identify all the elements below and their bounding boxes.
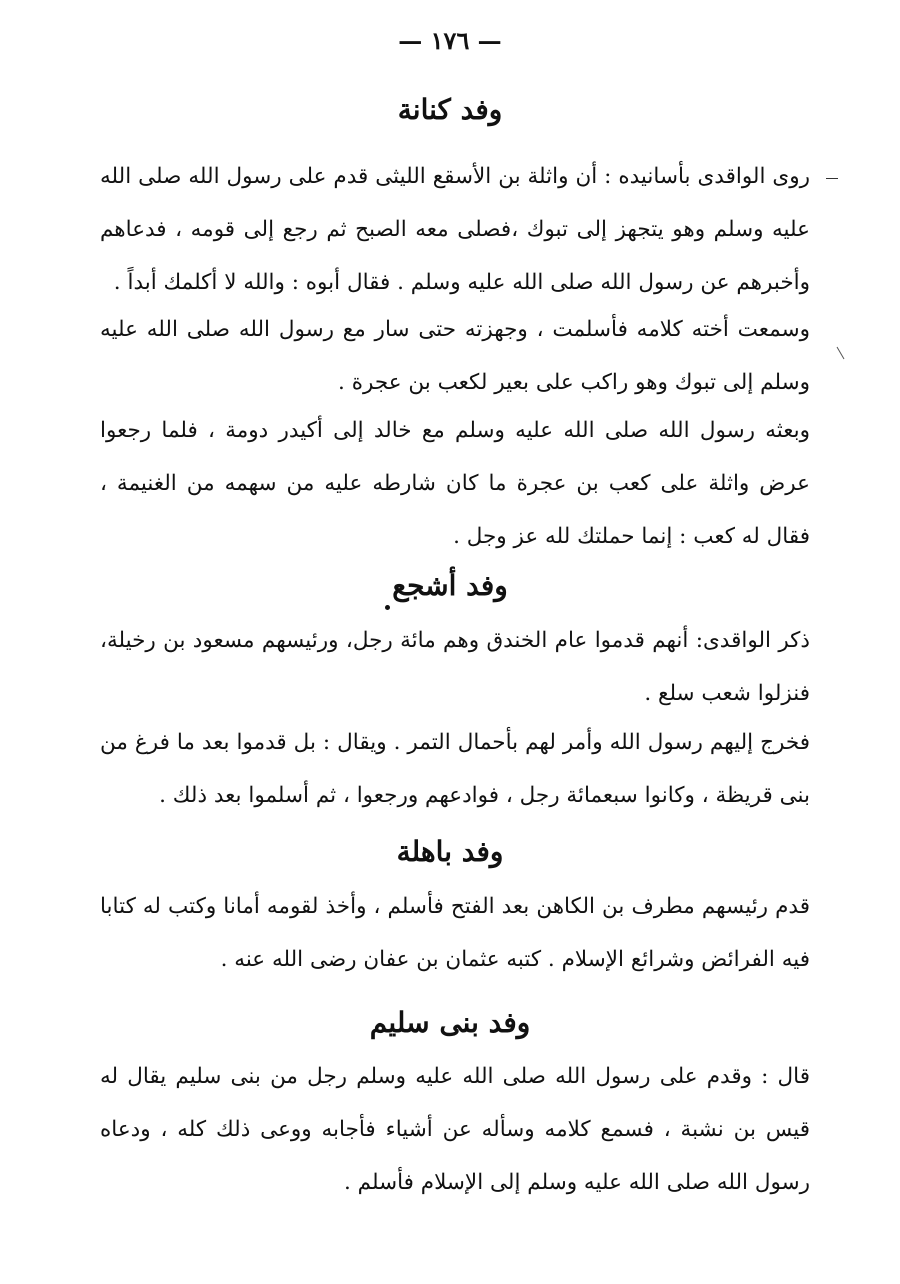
paragraph-kinana-3: وبعثه رسول الله صلى الله عليه وسلم مع خالد إلى أكيدر دومة ، فلما رجعوا عرض واثلة على كعب بن عجرة ما كان شارطه عليه من سهمه من الغنيمة ، فقال له كعب : إنما حملتك لله عز وجل . [100, 418, 810, 549]
page-number: — ١٧٦ — [398, 26, 502, 55]
section-title-bani-sulaym: وفد بنى سليم [369, 1006, 531, 1039]
paragraph-kinana-2: وسمعت أخته كلامه فأسلمت ، وجهزته حتى سار مع رسول الله صلى الله عليه وسلم إلى تبوك وهو راكب على بعير لكعب بن عجرة . [100, 317, 810, 395]
paragraph-bahila-1: قدم رئيسهم مطرف بن الكاهن بعد الفتح فأسلم ، وأخذ لقومه أمانا وكتب له كتابا فيه الفرائض وشرائع الإسلام . كتبه عثمان بن عفان رضى الله عنه . [100, 894, 810, 972]
paragraph-kinana-1: روى الواقدى بأسانيده : أن واثلة بن الأسقع الليثى قدم على رسول الله صلى الله عليه وسلم وهو يتجهز إلى تبوك ،فصلى معه الصبح ثم رجع إلى قومه ، فدعاهم وأخبرهم عن رسول الله صلى الله عليه وسلم . فقال أبوه : والله لا أكلمك أبداً . [100, 164, 810, 295]
paragraph-ashja-1: ذكر الواقدى: أنهم قدموا عام الخندق وهم مائة رجل، ورئيسهم مسعود بن رخيلة، فنزلوا شعب سلع . [100, 628, 810, 706]
margin-scratch [837, 347, 845, 360]
section-title-ashja: وفد أشجع [392, 569, 508, 602]
section-title-bahila: وفد باهلة [396, 835, 504, 868]
section-title-kinana: وفد كنانة [397, 93, 503, 126]
paragraph-bani-sulaym-1: قال : وقدم على رسول الله صلى الله عليه وسلم رجل من بنى سليم يقال له قيس بن نشبة ، فسمع كلامه وسأله عن أشياء فأجابه ووعى ذلك كله ، ودعاه رسول الله صلى الله عليه وسلم إلى الإسلام فأسلم . [100, 1064, 810, 1195]
stray-ink-dot [385, 605, 390, 610]
paragraph-ashja-2: فخرج إليهم رسول الله وأمر لهم بأحمال التمر . ويقال : بل قدموا بعد ما فرغ من بنى قريظة ، وكانوا سبعمائة رجل ، فوادعهم ورجعوا ، ثم أسلموا بعد ذلك . [100, 730, 810, 808]
margin-mark [826, 178, 838, 179]
